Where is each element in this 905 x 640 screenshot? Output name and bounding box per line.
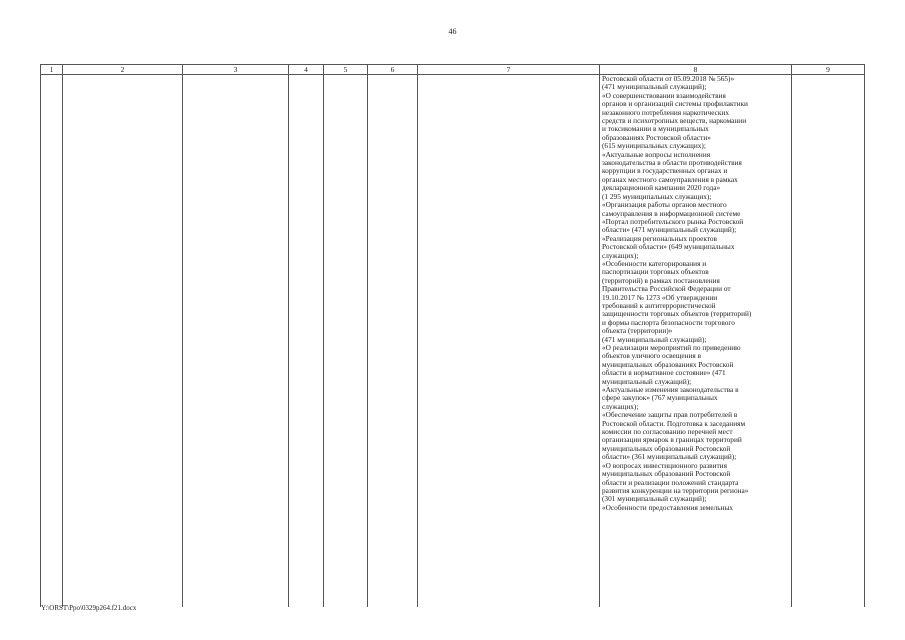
text-line: Правительства Российской Федерации от [602, 284, 731, 294]
text-line: «Актуальные вопросы исполнения [602, 149, 711, 159]
text-line: муниципальный служащий); [602, 376, 692, 386]
column-header-6: 6 [368, 65, 418, 75]
text-line: Ростовской области. Подготовка к заседаниям [602, 418, 746, 428]
text-line: объекта (территории)» [602, 326, 673, 336]
text-line: сфере закупок» (767 муниципальных [602, 393, 718, 403]
cell-col-9 [792, 75, 865, 608]
text-line: «Реализация региональных проектов [602, 233, 717, 243]
text-line: муниципальных образованиях Ростовской [602, 359, 734, 369]
text-line: (471 муниципальный служащий); [602, 82, 707, 92]
text-line: «Организация работы органов местного [602, 200, 727, 210]
text-line: служащих); [602, 250, 639, 260]
text-line: «Обеспечение защиты прав потребителей в [602, 410, 738, 420]
text-line: (301 муниципальный служащий); [602, 494, 707, 504]
text-line: законодательства в области противодействия [602, 158, 742, 168]
text-line: средств и психотропных веществ, наркомании [602, 116, 747, 126]
text-line: органах местного самоуправления в рамках [602, 174, 738, 184]
text-line: (615 муниципальных служащих); [602, 141, 706, 151]
text-line: «Особенности предоставления земельных [602, 502, 734, 512]
text-line: области и реализации положений стандарта [602, 477, 739, 487]
cell-col-4 [289, 75, 324, 608]
page-number: 46 [448, 27, 457, 36]
column-number-row [41, 65, 865, 75]
column-header-7: 7 [418, 65, 600, 75]
text-line: декларационной кампании 2020 года» [602, 183, 721, 193]
text-line: (территорий) в рамках постановления [602, 275, 720, 285]
document-table [40, 64, 865, 607]
text-line: «Портал потребительского рынка Ростовской [602, 216, 744, 226]
text-line: области» (361 муниципальный служащий); [602, 452, 737, 462]
text-line: «Актуальные изменения законодательства в [602, 385, 739, 395]
cell-col-8 [600, 75, 792, 608]
column-header-5: 5 [324, 65, 368, 75]
text-line: органов и организаций системы профилактики [602, 99, 748, 109]
text-line: (1 295 муниципальных служащих); [602, 191, 712, 201]
text-line: «Особенности категорирования и [602, 258, 707, 268]
text-line: «О вопросах инвестиционного развития [602, 460, 727, 470]
text-line: служащих); [602, 401, 639, 411]
table-row [41, 75, 865, 608]
text-line: «О реализации мероприятий по приведению [602, 343, 741, 352]
cell-col-7 [418, 75, 600, 608]
column-header-4: 4 [289, 65, 324, 75]
text-line: и формы паспорта безопасности торгового [602, 317, 735, 327]
text-line: паспортизации торговых объектов [602, 267, 709, 277]
text-line: Ростовской области» (649 муниципальных [602, 242, 735, 252]
column-header-1: 1 [41, 65, 63, 75]
cell-col-6 [368, 75, 418, 608]
cell-col-5 [324, 75, 368, 608]
text-line: образованиях Ростовской области» [602, 132, 711, 142]
column-header-9: 9 [792, 65, 865, 75]
text-line: Ростовской области от 05.09.2018 № 565)» [602, 74, 735, 83]
text-line: 19.10.2017 № 1273 «Об утверждении [602, 292, 718, 302]
cell-col-1 [41, 75, 63, 608]
cell-col-3 [183, 75, 289, 608]
column-header-3: 3 [183, 65, 289, 75]
text-line: самоуправления в информационной системе [602, 208, 741, 218]
file-path-footer: Y:\ORST\Ppo\0329p264.f21.docx [41, 604, 137, 612]
column-header-2: 2 [63, 65, 183, 75]
column-header-8: 8 [600, 65, 792, 75]
text-line: коррупции в государственных органах и [602, 166, 728, 176]
text-line: области в нормативное состояние» (471 [602, 368, 726, 378]
text-line: объектов уличного освещения в [602, 351, 702, 361]
text-line: муниципальных образований Ростовской [602, 469, 731, 479]
text-line: требований к антитеррористической [602, 300, 716, 310]
cell-col-2 [63, 75, 183, 608]
text-line: развития конкуренции на территории региона» [602, 485, 749, 495]
text-line: и токсикомании в муниципальных [602, 124, 709, 134]
text-line: незаконного потребления наркотических [602, 107, 729, 117]
text-line: комиссии по согласованию перечней мест [602, 427, 733, 437]
text-line: муниципальных образований Ростовской [602, 443, 731, 453]
text-line: защищенности торговых объектов (территорий) [602, 309, 752, 319]
text-line: области» (471 муниципальный служащий); [602, 225, 737, 235]
text-line: организации ярмарок в границах территорий [602, 435, 742, 445]
text-line: (471 муниципальный служащий); [602, 334, 707, 344]
text-line: «О совершенствовании взаимодействия [602, 90, 726, 100]
